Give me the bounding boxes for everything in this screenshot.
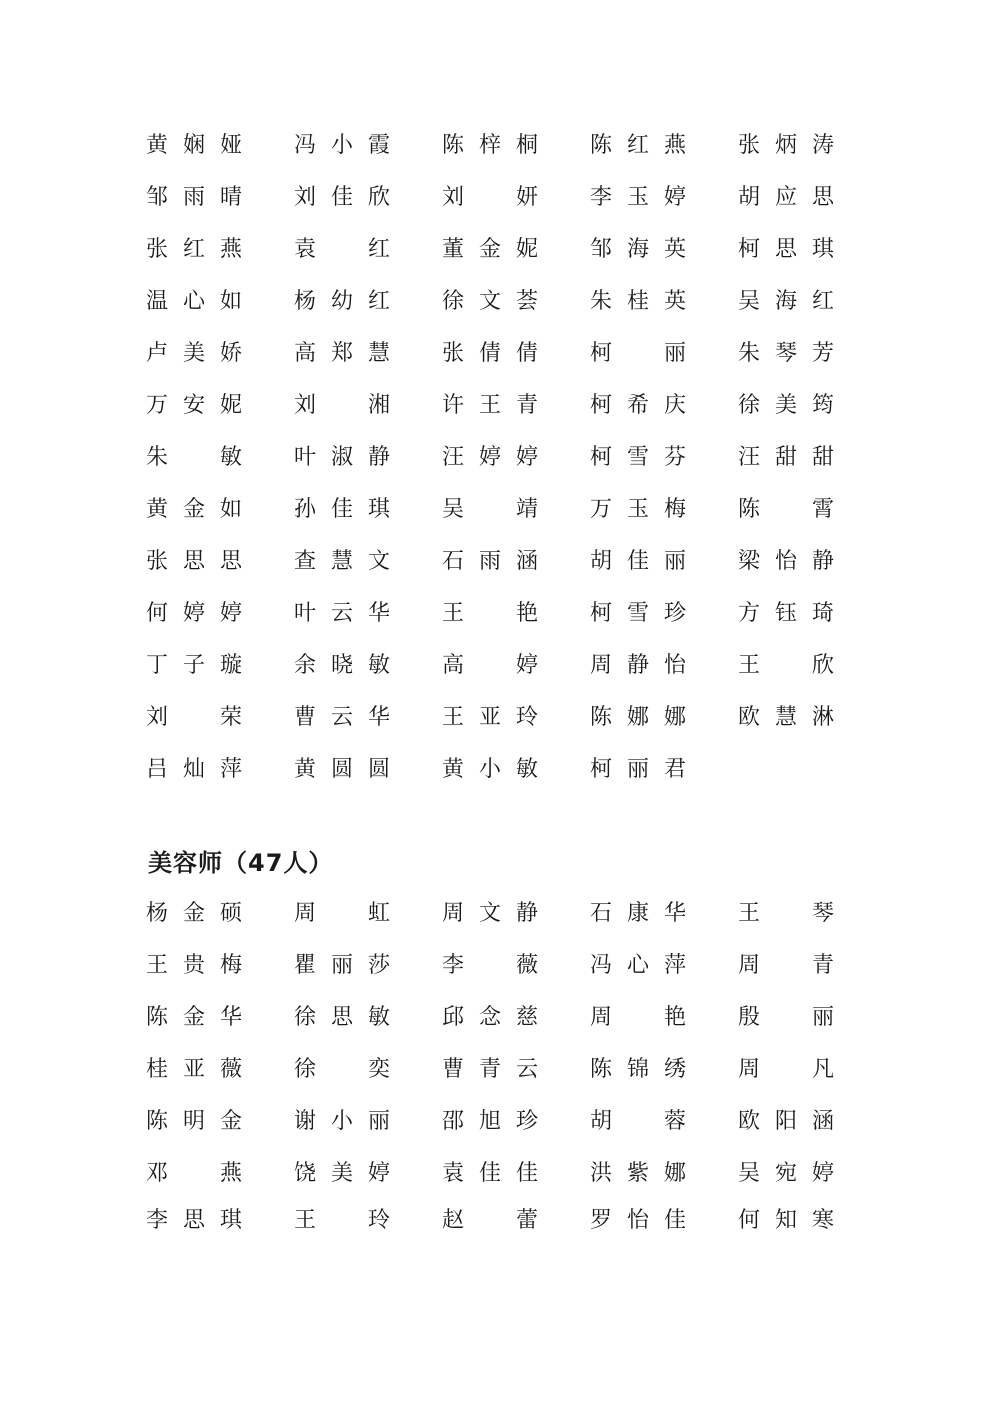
- name-entry: 陈 金 华: [145, 1005, 242, 1030]
- name-entry: 谢 小 丽: [293, 1109, 390, 1134]
- name-entry: 万 玉 梅: [589, 497, 686, 522]
- name-entry: 洪 紫 娜: [589, 1161, 686, 1186]
- name-entry: 周 虹: [293, 901, 390, 926]
- name-entry: 张 思 思: [145, 549, 242, 574]
- name-entry: 吴 宛 婷: [737, 1161, 834, 1186]
- name-entry: 张 炳 涛: [737, 133, 834, 158]
- name-row: [145, 1044, 885, 1096]
- name-entry: 李 薇: [441, 953, 538, 978]
- name-row: [145, 992, 885, 1044]
- name-row: [145, 692, 885, 744]
- name-entry: 胡 佳 丽: [589, 549, 686, 574]
- name-row: [145, 276, 885, 328]
- name-entry: 胡 蓉: [589, 1109, 686, 1134]
- name-entry: 丁 子 璇: [145, 653, 242, 678]
- name-row: [145, 432, 885, 484]
- name-entry: 高 郑 慧: [293, 341, 390, 366]
- name-list-section-2: [145, 888, 885, 1242]
- name-entry: 陈 锦 绣: [589, 1057, 686, 1082]
- name-entry: 黄 娴 娅: [145, 133, 242, 158]
- name-row: [145, 536, 885, 588]
- name-entry: 何 知 寒: [737, 1208, 834, 1233]
- name-row: [145, 640, 885, 692]
- name-row: [145, 1148, 885, 1200]
- name-entry: 刘 湘: [293, 393, 390, 418]
- name-entry: 朱 琴 芳: [737, 341, 834, 366]
- name-entry: 李 玉 婷: [589, 185, 686, 210]
- name-row: [145, 940, 885, 992]
- name-entry: 高 婷: [441, 653, 538, 678]
- name-entry: 赵 蕾: [441, 1208, 538, 1233]
- name-entry: 柯 丽 君: [589, 757, 686, 782]
- name-entry: 何 婷 婷: [145, 601, 242, 626]
- name-entry: 王 贵 梅: [145, 953, 242, 978]
- name-entry: 石 雨 涵: [441, 549, 538, 574]
- name-row: [145, 120, 885, 172]
- name-entry: 欧 阳 涵: [737, 1109, 834, 1134]
- name-row: [145, 1096, 885, 1148]
- name-entry: 梁 怡 静: [737, 549, 834, 574]
- name-entry: 邓 燕: [145, 1161, 242, 1186]
- name-entry: 余 晓 敏: [293, 653, 390, 678]
- name-entry: 吕 灿 萍: [145, 757, 242, 782]
- name-entry: 罗 怡 佳: [589, 1208, 686, 1233]
- name-entry: 陈 红 燕: [589, 133, 686, 158]
- name-entry: 张 倩 倩: [441, 341, 538, 366]
- name-entry: 曹 青 云: [441, 1057, 538, 1082]
- name-entry: 瞿 丽 莎: [293, 953, 390, 978]
- name-row: [145, 1200, 885, 1242]
- name-entry: 陈 娜 娜: [589, 705, 686, 730]
- name-row: [145, 888, 885, 940]
- name-entry: 万 安 妮: [145, 393, 242, 418]
- name-entry: 桂 亚 薇: [145, 1057, 242, 1082]
- name-entry: 方 钰 琦: [737, 601, 834, 626]
- name-entry: 温 心 如: [145, 289, 242, 314]
- name-entry: 徐 奕: [293, 1057, 390, 1082]
- name-entry: 徐 美 筠: [737, 393, 834, 418]
- name-entry: 徐 思 敏: [293, 1005, 390, 1030]
- name-entry: 黄 金 如: [145, 497, 242, 522]
- name-entry: 殷 丽: [737, 1005, 834, 1030]
- name-entry: 周 凡: [737, 1057, 834, 1082]
- name-entry: 许 王 青: [441, 393, 538, 418]
- name-entry: 陈 明 金: [145, 1109, 242, 1134]
- name-entry: 叶 淑 静: [293, 445, 390, 470]
- name-entry: 曹 云 华: [293, 705, 390, 730]
- name-entry: 邱 念 慈: [441, 1005, 538, 1030]
- name-entry: 冯 心 萍: [589, 953, 686, 978]
- name-row: [145, 172, 885, 224]
- name-entry: 周 艳: [589, 1005, 686, 1030]
- name-entry: 王 欣: [737, 653, 834, 678]
- name-entry: 陈 霄: [737, 497, 834, 522]
- name-row: [145, 380, 885, 432]
- name-entry: 柯 思 琪: [737, 237, 834, 262]
- name-entry: 邹 雨 晴: [145, 185, 242, 210]
- name-entry: 查 慧 文: [293, 549, 390, 574]
- name-entry: 王 琴: [737, 901, 834, 926]
- name-entry: 叶 云 华: [293, 601, 390, 626]
- name-list-section-1: [145, 120, 885, 796]
- name-entry: 刘 妍: [441, 185, 538, 210]
- name-entry: 杨 幼 红: [293, 289, 390, 314]
- name-entry: 朱 敏: [145, 445, 242, 470]
- name-entry: 黄 圆 圆: [293, 757, 390, 782]
- name-entry: 王 玲: [293, 1208, 390, 1233]
- name-entry: 胡 应 思: [737, 185, 834, 210]
- name-entry: 李 思 琪: [145, 1208, 242, 1233]
- name-entry: 杨 金 硕: [145, 901, 242, 926]
- name-entry: 刘 荣: [145, 705, 242, 730]
- name-entry: 黄 小 敏: [441, 757, 538, 782]
- name-row: [145, 328, 885, 380]
- name-row: [145, 224, 885, 276]
- name-entry: 陈 梓 桐: [441, 133, 538, 158]
- name-entry: 石 康 华: [589, 901, 686, 926]
- name-entry: 周 青: [737, 953, 834, 978]
- name-entry: 董 金 妮: [441, 237, 538, 262]
- name-entry: 邵 旭 珍: [441, 1109, 538, 1134]
- name-entry: 邹 海 英: [589, 237, 686, 262]
- name-entry: 吴 靖: [441, 497, 538, 522]
- name-entry: 冯 小 霞: [293, 133, 390, 158]
- name-entry: 柯 丽: [589, 341, 686, 366]
- name-entry: 柯 雪 芬: [589, 445, 686, 470]
- section-title-beautician: 美容师（47人）: [148, 849, 334, 877]
- name-row: [145, 484, 885, 536]
- name-entry: 王 艳: [441, 601, 538, 626]
- name-entry: 汪 婷 婷: [441, 445, 538, 470]
- name-entry: 刘 佳 欣: [293, 185, 390, 210]
- name-entry: 周 静 怡: [589, 653, 686, 678]
- name-entry: [737, 755, 885, 785]
- name-entry: 柯 希 庆: [589, 393, 686, 418]
- name-entry: 袁 佳 佳: [441, 1161, 538, 1186]
- name-entry: 周 文 静: [441, 901, 538, 926]
- name-entry: 欧 慧 淋: [737, 705, 834, 730]
- name-entry: 孙 佳 琪: [293, 497, 390, 522]
- name-row: [145, 744, 885, 796]
- name-entry: 朱 桂 英: [589, 289, 686, 314]
- name-entry: 张 红 燕: [145, 237, 242, 262]
- name-entry: 饶 美 婷: [293, 1161, 390, 1186]
- name-entry: 汪 甜 甜: [737, 445, 834, 470]
- name-row: [145, 588, 885, 640]
- name-entry: 柯 雪 珍: [589, 601, 686, 626]
- name-entry: 王 亚 玲: [441, 705, 538, 730]
- name-entry: 卢 美 娇: [145, 341, 242, 366]
- name-entry: 徐 文 荟: [441, 289, 538, 314]
- name-entry: 袁 红: [293, 237, 390, 262]
- name-entry: 吴 海 红: [737, 289, 834, 314]
